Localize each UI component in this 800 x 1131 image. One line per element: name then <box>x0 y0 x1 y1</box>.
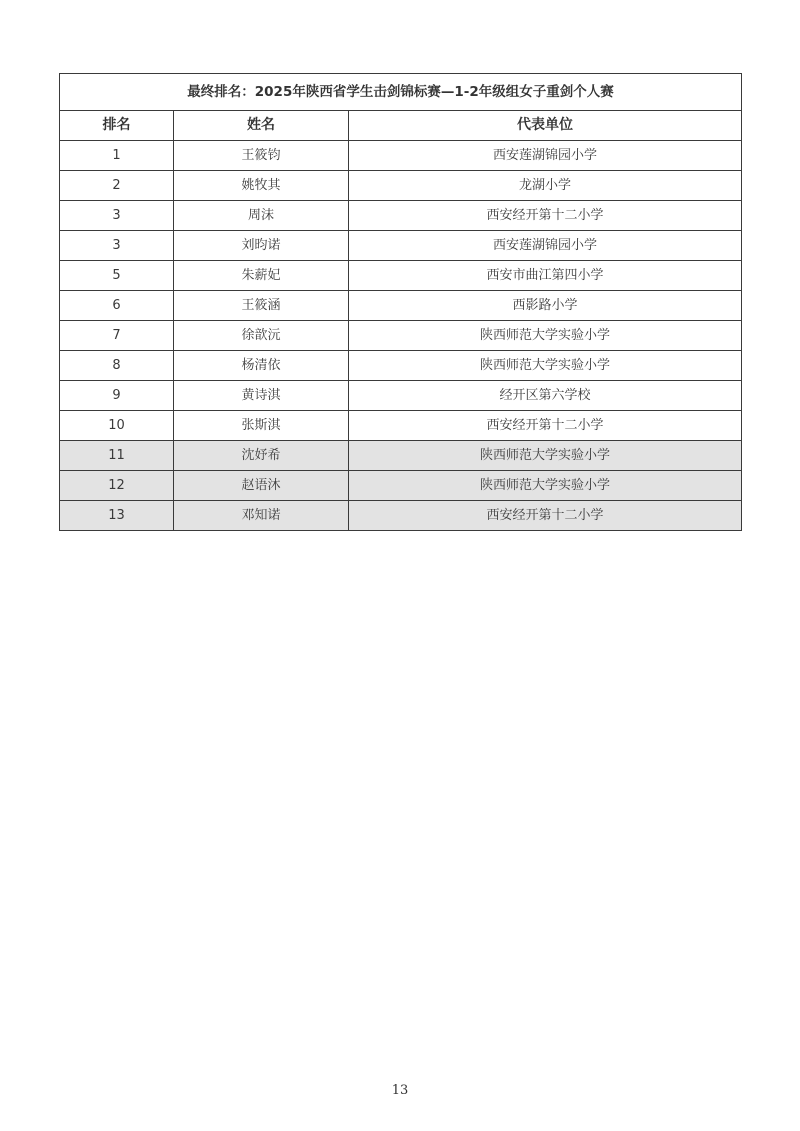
table-row <box>60 141 742 171</box>
rank-cell: 5 <box>60 261 174 291</box>
unit-cell: 西影路小学 <box>349 291 742 321</box>
header-unit: 代表单位 <box>349 111 742 141</box>
header-rank: 排名 <box>60 111 174 141</box>
table-row <box>60 231 742 261</box>
table-header-row <box>60 111 742 141</box>
name-cell: 王筱涵 <box>174 291 349 321</box>
rank-cell: 7 <box>60 321 174 351</box>
rank-cell: 8 <box>60 351 174 381</box>
name-cell: 沈妤希 <box>174 441 349 471</box>
name-cell: 王筱钧 <box>174 141 349 171</box>
name-cell: 周沫 <box>174 201 349 231</box>
table-title-row <box>60 74 742 111</box>
name-cell: 徐歆沅 <box>174 321 349 351</box>
table-title: 最终排名：2025年陕西省学生击剑锦标赛—1-2年级组女子重剑个人赛 <box>60 74 742 111</box>
name-cell: 黄诗淇 <box>174 381 349 411</box>
unit-cell: 西安经开第十二小学 <box>349 201 742 231</box>
name-cell: 姚牧其 <box>174 171 349 201</box>
table-row <box>60 411 742 441</box>
table-row <box>60 351 742 381</box>
table-row-shaded <box>60 501 742 531</box>
name-cell: 张斯淇 <box>174 411 349 441</box>
unit-cell: 龙湖小学 <box>349 171 742 201</box>
table-row <box>60 321 742 351</box>
unit-cell: 西安莲湖锦园小学 <box>349 231 742 261</box>
rank-cell: 10 <box>60 411 174 441</box>
unit-cell: 陕西师范大学实验小学 <box>349 351 742 381</box>
rank-cell: 3 <box>60 231 174 261</box>
table-row-shaded <box>60 441 742 471</box>
rank-cell: 6 <box>60 291 174 321</box>
unit-cell: 西安莲湖锦园小学 <box>349 141 742 171</box>
table-row <box>60 171 742 201</box>
name-cell: 朱薪妃 <box>174 261 349 291</box>
table-row <box>60 261 742 291</box>
name-cell: 赵语沐 <box>174 471 349 501</box>
rank-cell: 3 <box>60 201 174 231</box>
rank-cell: 11 <box>60 441 174 471</box>
unit-cell: 经开区第六学校 <box>349 381 742 411</box>
name-cell: 邓知诺 <box>174 501 349 531</box>
unit-cell: 陕西师范大学实验小学 <box>349 441 742 471</box>
table-row <box>60 291 742 321</box>
unit-cell: 陕西师范大学实验小学 <box>349 471 742 501</box>
name-cell: 刘昀诺 <box>174 231 349 261</box>
header-name: 姓名 <box>174 111 349 141</box>
rank-cell: 2 <box>60 171 174 201</box>
rank-cell: 13 <box>60 501 174 531</box>
rank-cell: 9 <box>60 381 174 411</box>
unit-cell: 西安经开第十二小学 <box>349 501 742 531</box>
table-row <box>60 381 742 411</box>
unit-cell: 西安经开第十二小学 <box>349 411 742 441</box>
unit-cell: 西安市曲江第四小学 <box>349 261 742 291</box>
rank-cell: 12 <box>60 471 174 501</box>
page-number: 13 <box>391 1083 409 1098</box>
rank-cell: 1 <box>60 141 174 171</box>
results-table <box>59 73 742 531</box>
unit-cell: 陕西师范大学实验小学 <box>349 321 742 351</box>
name-cell: 杨清依 <box>174 351 349 381</box>
table-row <box>60 201 742 231</box>
table-row-shaded <box>60 471 742 501</box>
